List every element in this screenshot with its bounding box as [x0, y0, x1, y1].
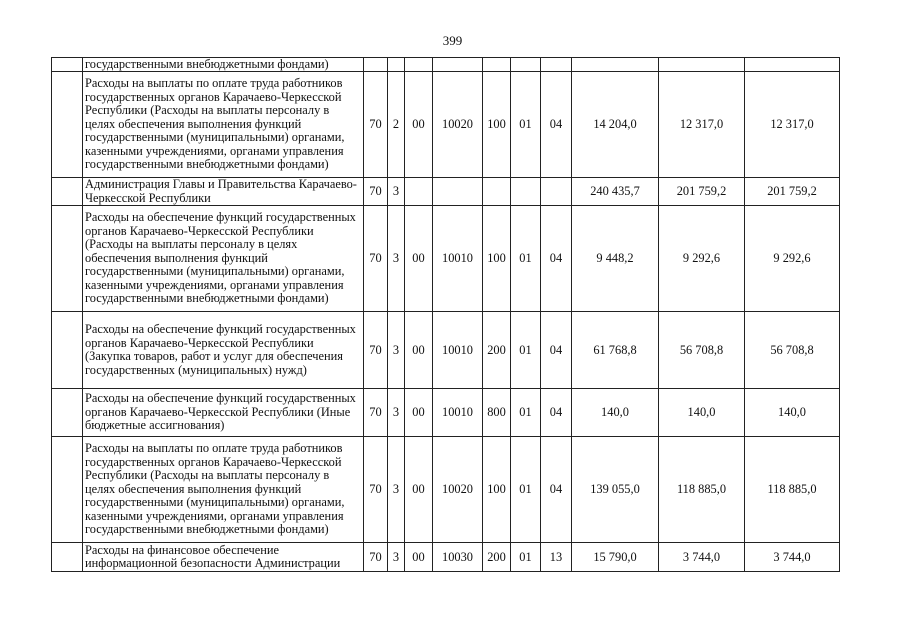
- amount-cell: 9 448,2: [572, 206, 659, 312]
- amount-cell: 3 744,0: [659, 543, 745, 572]
- amount-cell: 56 708,8: [659, 312, 745, 389]
- amount-cell: 240 435,7: [572, 178, 659, 206]
- code-cell: 100: [483, 72, 511, 178]
- budget-table: [51, 57, 840, 572]
- code-cell: [405, 178, 433, 206]
- code-cell: 70: [364, 389, 388, 437]
- blank-cell: [52, 178, 83, 206]
- code-cell: [433, 178, 483, 206]
- code-cell: [511, 58, 541, 72]
- code-cell: 00: [405, 312, 433, 389]
- amount-cell: 9 292,6: [745, 206, 840, 312]
- code-cell: 3: [388, 206, 405, 312]
- code-cell: 3: [388, 437, 405, 543]
- page-number: 399: [442, 33, 463, 48]
- code-cell: 3: [388, 389, 405, 437]
- code-cell: 04: [541, 389, 572, 437]
- blank-cell: [52, 206, 83, 312]
- code-cell: 70: [364, 206, 388, 312]
- blank-cell: [52, 389, 83, 437]
- code-cell: 04: [541, 206, 572, 312]
- amount-cell: 201 759,2: [659, 178, 745, 206]
- code-cell: 70: [364, 437, 388, 543]
- code-cell: 200: [483, 312, 511, 389]
- code-cell: 70: [364, 312, 388, 389]
- amount-cell: 15 790,0: [572, 543, 659, 572]
- code-cell: 10020: [433, 437, 483, 543]
- row-name: Расходы на обеспечение функций государственных органов Карачаево-Черкесской Республики (Расходы на выплаты персоналу в целях обеспечения выполнения функций государственными (муниципальными) органами, казенными учреждениями, органами управления государственными внебюджетными фондами): [83, 206, 364, 312]
- amount-cell: 118 885,0: [659, 437, 745, 543]
- table-row: [52, 543, 840, 572]
- blank-cell: [52, 58, 83, 72]
- amount-cell: 140,0: [659, 389, 745, 437]
- code-cell: 01: [511, 72, 541, 178]
- code-cell: 04: [541, 72, 572, 178]
- code-cell: 10030: [433, 543, 483, 572]
- amount-cell: 118 885,0: [745, 437, 840, 543]
- code-cell: 3: [388, 178, 405, 206]
- code-cell: 3: [388, 543, 405, 572]
- blank-cell: [52, 543, 83, 572]
- amount-cell: 3 744,0: [745, 543, 840, 572]
- code-cell: 70: [364, 178, 388, 206]
- code-cell: [405, 58, 433, 72]
- code-cell: [511, 178, 541, 206]
- code-cell: 01: [511, 543, 541, 572]
- code-cell: [541, 178, 572, 206]
- blank-cell: [52, 72, 83, 178]
- amount-cell: 139 055,0: [572, 437, 659, 543]
- amount-cell: 140,0: [745, 389, 840, 437]
- code-cell: [433, 58, 483, 72]
- amount-cell: 14 204,0: [572, 72, 659, 178]
- code-cell: 04: [541, 312, 572, 389]
- code-cell: 10010: [433, 206, 483, 312]
- code-cell: 00: [405, 543, 433, 572]
- row-name: Расходы на выплаты по оплате труда работников государственных органов Карачаево-Черкесской Республики (Расходы на выплаты персоналу в целях обеспечения выполнения функций государственными (муниципальными) органами, казенными учреждениями, органами управления государственными внебюджетными фондами): [83, 72, 364, 178]
- code-cell: 00: [405, 206, 433, 312]
- code-cell: [483, 178, 511, 206]
- amount-cell: 56 708,8: [745, 312, 840, 389]
- table-row: [52, 206, 840, 312]
- code-cell: 01: [511, 312, 541, 389]
- code-cell: [364, 58, 388, 72]
- code-cell: 13: [541, 543, 572, 572]
- code-cell: 01: [511, 206, 541, 312]
- code-cell: [483, 58, 511, 72]
- table-row: [52, 437, 840, 543]
- row-name: Расходы на обеспечение функций государственных органов Карачаево-Черкесской Республики (Закупка товаров, работ и услуг для обеспечения государственных (муниципальных) нужд): [83, 312, 364, 389]
- table-row: [52, 72, 840, 178]
- code-cell: 3: [388, 312, 405, 389]
- code-cell: 04: [541, 437, 572, 543]
- table-row: [52, 178, 840, 206]
- table-row: [52, 58, 840, 72]
- amount-cell: 61 768,8: [572, 312, 659, 389]
- code-cell: [388, 58, 405, 72]
- code-cell: 70: [364, 543, 388, 572]
- row-name: Расходы на выплаты по оплате труда работников государственных органов Карачаево-Черкесской Республики (Расходы на выплаты персоналу в целях обеспечения выполнения функций государственными (муниципальными) органами, казенными учреждениями, органами управления государственными внебюджетными фондами): [83, 437, 364, 543]
- amount-cell: 9 292,6: [659, 206, 745, 312]
- code-cell: 70: [364, 72, 388, 178]
- code-cell: 10010: [433, 389, 483, 437]
- code-cell: 00: [405, 437, 433, 543]
- code-cell: 10010: [433, 312, 483, 389]
- blank-cell: [52, 312, 83, 389]
- code-cell: 2: [388, 72, 405, 178]
- code-cell: 10020: [433, 72, 483, 178]
- code-cell: 00: [405, 72, 433, 178]
- code-cell: 100: [483, 206, 511, 312]
- blank-cell: [52, 437, 83, 543]
- code-cell: [541, 58, 572, 72]
- row-name: Администрация Главы и Правительства Карачаево-Черкесской Республики: [83, 178, 364, 206]
- amount-cell: 140,0: [572, 389, 659, 437]
- row-name: государственными внебюджетными фондами): [83, 58, 364, 72]
- amount-cell: 12 317,0: [659, 72, 745, 178]
- code-cell: 01: [511, 389, 541, 437]
- table-row: [52, 389, 840, 437]
- code-cell: 100: [483, 437, 511, 543]
- amount-cell: 12 317,0: [745, 72, 840, 178]
- code-cell: 200: [483, 543, 511, 572]
- row-name: Расходы на финансовое обеспечение информационной безопасности Администрации: [83, 543, 364, 572]
- amount-cell: [659, 58, 745, 72]
- code-cell: 00: [405, 389, 433, 437]
- table-row: [52, 312, 840, 389]
- amount-cell: 201 759,2: [745, 178, 840, 206]
- code-cell: 01: [511, 437, 541, 543]
- code-cell: 800: [483, 389, 511, 437]
- amount-cell: [745, 58, 840, 72]
- row-name: Расходы на обеспечение функций государственных органов Карачаево-Черкесской Республики (Иные бюджетные ассигнования): [83, 389, 364, 437]
- amount-cell: [572, 58, 659, 72]
